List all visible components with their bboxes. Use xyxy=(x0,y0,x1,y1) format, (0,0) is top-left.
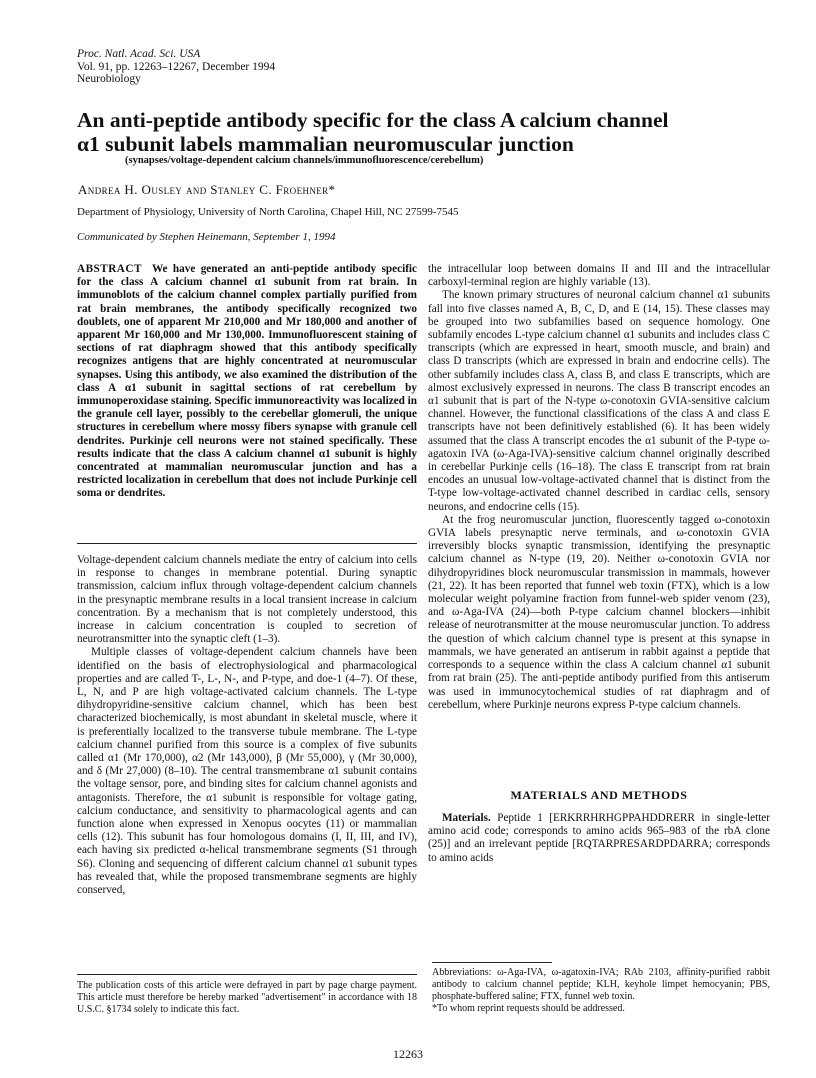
intro-paragraph-2: Multiple classes of voltage-dependent calcium channels have been identified on the basis of electrophysiological and pharmacological properties and are called T-, L-, N-, and P-type, and doe-1 (4–7). Of these, L, N, and P are high voltage-activated calcium channels. The L-type dihydropyridine-sensitive calcium channel, which has been best characterized biochemically, is most abundant in skeletal muscle, where it is preferentially localized to the transverse tubule membrane. The L-type calcium channel purified from this source is a complex of five subunits called α1 (Mr 170,000), α2 (Mr 143,000), β (Mr 55,000), γ (Mr 30,000), and δ (Mr 27,000) (8–10). The central transmembrane α1 subunit contains the voltage sensor, pore, and binding sites for calcium channel agonists and antagonists. Therefore, the α1 subunit is responsible for voltage gating, calcium conductance, and sensitivity to pharmacological agents and can function alone when expressed in Xenopus oocytes (11) or mammalian cells (12). This subunit has four homologous domains (I, II, III, and IV), each having six predicted α-helical transmembrane segments (S1 through S6). Cloning and sequencing of different calcium channel α1 subunit types has revealed that, while the proposed transmembrane segments are highly conserved, xyxy=(77,646,417,897)
methods-heading: MATERIALS AND METHODS xyxy=(510,788,688,802)
title-line-2: α1 subunit labels mammalian neuromuscular junction xyxy=(77,132,574,156)
abbrev-divider xyxy=(432,962,552,963)
abbreviations: Abbreviations: ω-Aga-IVA, ω-agatoxin-IVA; RAb 2103, affinity-purified rabbit antibody to calcium channel peptide; KLH, keyhole limpet hemocyanin; PBS, phosphate-buffered saline; FTX, funnel web toxin. xyxy=(432,967,770,1002)
page-number: 12263 xyxy=(393,1047,423,1061)
materials-paragraph xyxy=(428,812,770,865)
authors: Andrea H. Ousley and Stanley C. Froehner* xyxy=(78,182,336,197)
abstract-divider xyxy=(77,543,417,544)
right-paragraph-2: The known primary structures of neuronal calcium channel α1 subunits fall into five classes named A, B, C, D, and E (14, 15). These classes may be grouped into two subfamilies based on sequence homology. One subfamily encodes L-type calcium channel α1 subunits and includes class C transcripts (which are expressed in heart, smooth muscle, and brain) and class D transcripts (which are expressed in brain and endocrine cells). The other subfamily includes class A, class B, and class E transcripts, which are almost exclusively expressed in neurons. The class B transcript encodes an α1 subunit that is part of the N-type ω-conotoxin GVIA-sensitive calcium channel. However, the functional classifications of the class A and class E transcripts have not been definitively established (6). It has been widely assumed that the class A transcript encodes the α1 subunit of the P-type ω-agatoxin IVA (ω-Aga-IVA)-sensitive calcium channel originally described in cerebellar Purkinje cells (16–18). The class E transcript from rat brain encodes an unusual low-voltage-activated channel that is distinct from the T-type low-voltage-activated channel described in cardiac cells, sensory neurons, and endocrine cells (15). xyxy=(428,289,770,513)
communicated-by: Communicated by Stephen Heinemann, September 1, 1994 xyxy=(77,231,336,243)
journal-name: Proc. Natl. Acad. Sci. USA xyxy=(77,48,201,60)
title-line-1: An anti-peptide antibody specific for the class A calcium channel xyxy=(77,108,669,132)
keywords: (synapses/voltage-dependent calcium channels/immunofluorescence/cerebellum) xyxy=(125,155,484,166)
right-paragraph-3: At the frog neuromuscular junction, fluorescently tagged ω-conotoxin GVIA labels presynaptic nerve terminals, and ω-conotoxin GVIA irreversibly blocks synaptic transmission, identifying the presynaptic calcium channel as N-type (19, 20). Neither ω-conotoxin GVIA nor dihydropyridines block neuromuscular transmission in mammals, however (21, 22). It has been reported that funnel web toxin (FTX), which is a low molecular weight polyamine fraction from funnel-web spider venom (23), and ω-Aga-IVA (24)—both P-type calcium channel blockers—inhibit release of neurotransmitter at the mouse neuromuscular junction. To address the question of which calcium channel type is present at this synapse in mammals, we have generated an antiserum in rabbit against a peptide that corresponds to a sequence within the class A calcium channel α1 subunit from rat brain (25). The anti-peptide antibody purified from this antiserum was used in immunocytochemical studies of rat diaphragm and of cerebellum, where Purkinje neurons express P-type calcium channels. xyxy=(428,513,770,711)
article-title xyxy=(77,108,767,156)
intro-paragraph-1: Voltage-dependent calcium channels mediate the entry of calcium into cells in response to changes in membrane potential. During synaptic transmission, calcium influx through voltage-dependent calcium channels in the presynaptic membrane results in a local transient increase in calcium concentration. By a mechanism that is not completely understood, this increase in calcium concentration is coupled to secretion of neurotransmitter into the synaptic cleft (1–3). xyxy=(77,554,417,646)
footnote-divider xyxy=(77,974,417,975)
publication-footnote: The publication costs of this article were defrayed in part by page charge payment. This article must therefore be hereby marked "advertisement" in accordance with 18 U.S.C. §1734 solely to indicate this fact. xyxy=(77,980,417,1015)
affiliation: Department of Physiology, University of North Carolina, Chapel Hill, NC 27599-7545 xyxy=(77,206,459,218)
right-column xyxy=(428,263,770,712)
abstract-text: We have generated an anti-peptide antibody specific for the class A calcium channel α1 subunit from rat brain. In immunoblots of the calcium channel complex partially purified from rat brain membranes, the antibody specifically recognized two doublets, one of apparent Mr 210,000 and Mr 180,000 and another of apparent Mr 160,000 and Mr 130,000. Immunofluorescent staining of sections of rat diaphragm showed that this antibody specifically recognizes antigens that are highly concentrated at neuromuscular synapses. Using this antibody, we also examined the distribution of the class A α1 subunit in sagittal sections of rat cerebellum by immunoperoxidase staining. Specific immunoreactivity was localized in the granule cell layer, possibly to the cerebellar glomeruli, the unique structures in cerebellum where mossy fibers synapse with granule cell dendrites. Purkinje cell neurons were not stained specifically. These results indicate that the class A calcium channel α1 subunit is highly concentrated at mammalian neuromuscular junction and has a restricted localization in cerebellum that does not include Purkinje cell soma or dendrites. xyxy=(77,263,417,500)
correspondence-note: *To whom reprint requests should be addressed. xyxy=(432,1003,625,1014)
materials-runin: Materials. xyxy=(442,812,491,824)
right-paragraph-1: the intracellular loop between domains II and III and the intracellular carboxyl-terminal region are highly variable (13). xyxy=(428,263,770,289)
materials-text: Peptide 1 [ERKRRHRHGPPAHDDRERR in single-letter amino acid code; corresponds to amino acids 965–983 of the rbA clone (25)] and an irrelevant peptide [RQTARPRESARDPDARRA; corresponds to amino acids xyxy=(428,812,770,864)
abstract xyxy=(77,263,417,501)
section-name: Neurobiology xyxy=(77,73,141,85)
abstract-label: ABSTRACT xyxy=(77,263,142,275)
introduction xyxy=(77,554,417,897)
journal-header xyxy=(77,48,275,86)
volume-line: Vol. 91, pp. 12263–12267, December 1994 xyxy=(77,60,276,73)
